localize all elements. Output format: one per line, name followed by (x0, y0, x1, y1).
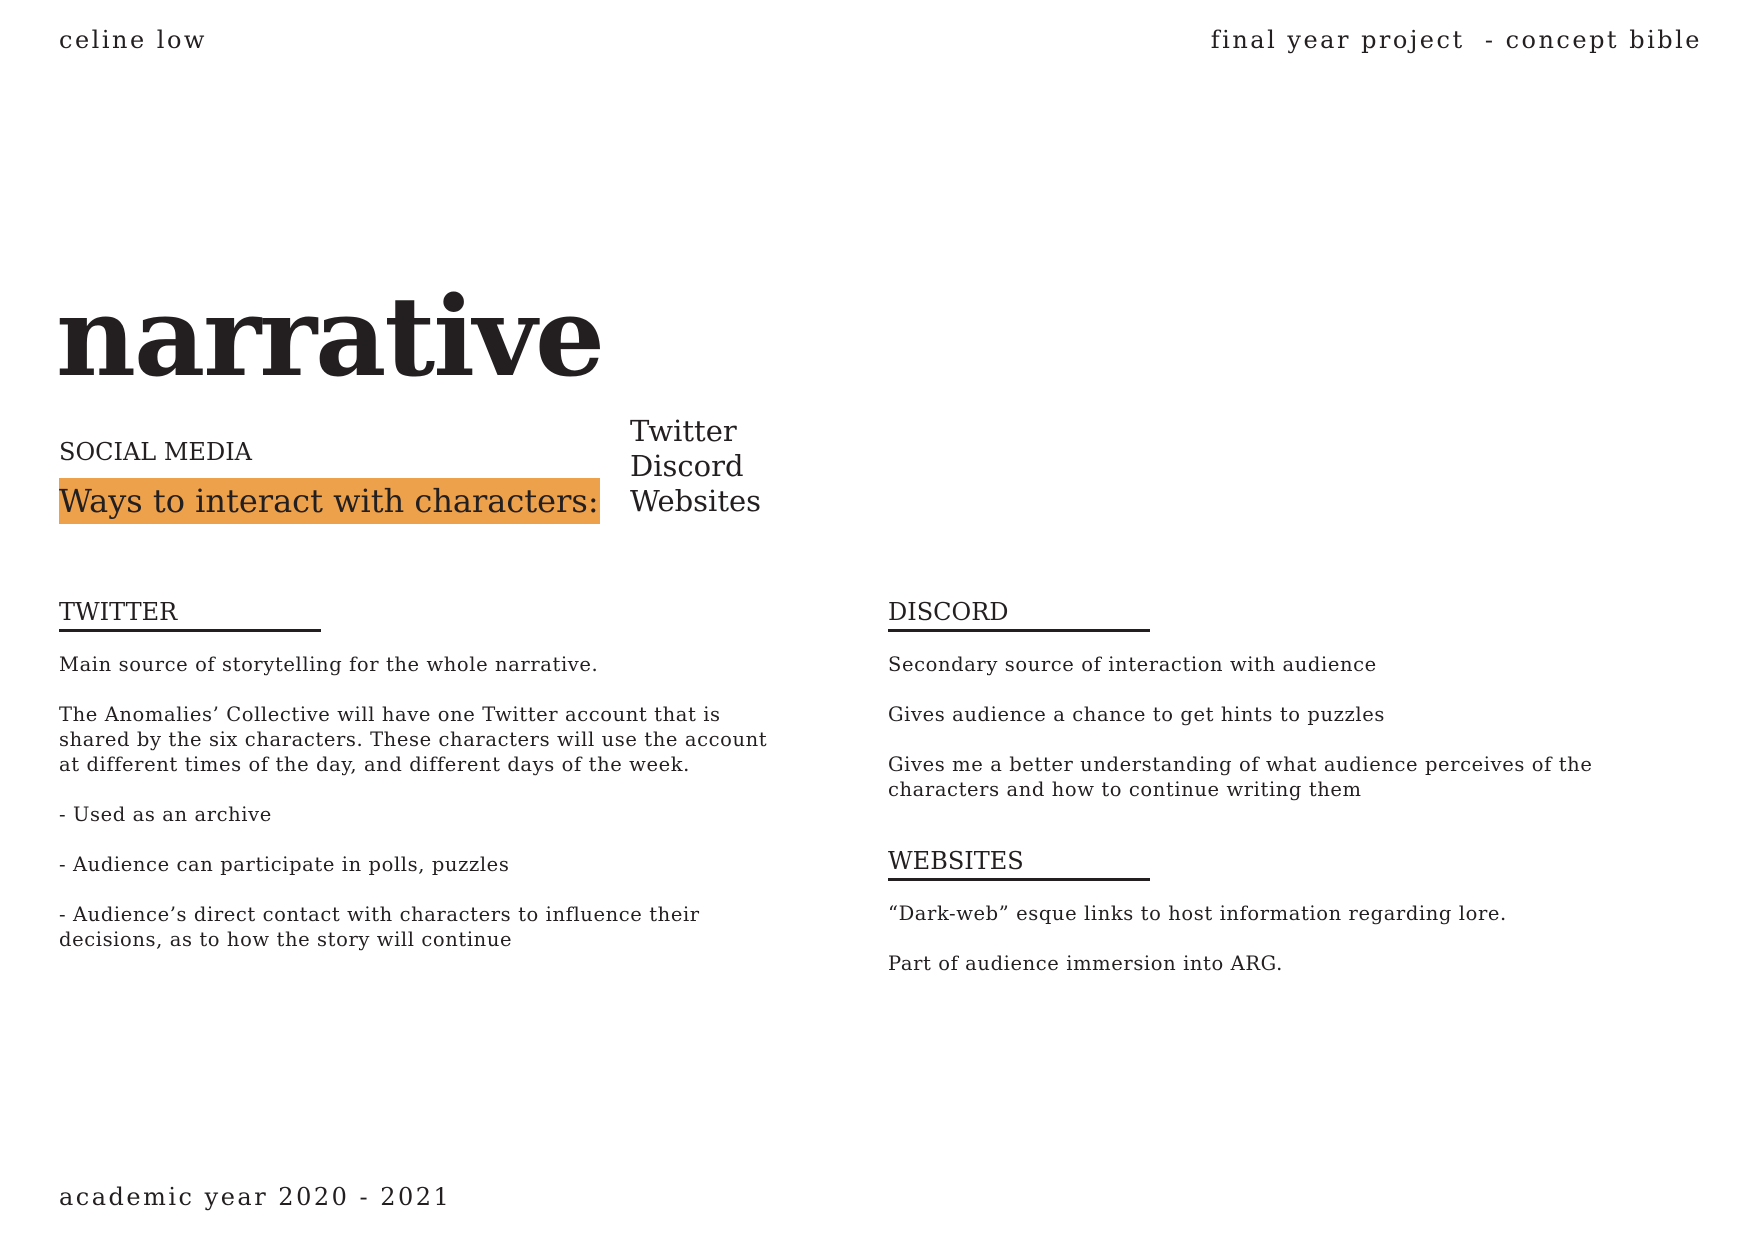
discord-underline (888, 629, 1150, 632)
channel-item-discord: Discord (630, 449, 744, 483)
discord-paragraph: Secondary source of interaction with audience (888, 653, 1377, 676)
section-label: SOCIAL MEDIA (59, 438, 253, 466)
channel-item-websites: Websites (630, 484, 762, 518)
channel-list (630, 414, 761, 519)
twitter-paragraph: - Used as an archive (59, 803, 272, 826)
discord-paragraph: Gives me a better understanding of what audience perceives of the characters and how to continue writing them (888, 753, 1593, 801)
page-title: narrative (56, 272, 603, 401)
author-name: celine low (59, 26, 207, 54)
project-title: final year project - concept bible (1210, 26, 1702, 54)
websites-paragraph: Part of audience immersion into ARG. (888, 952, 1283, 975)
discord-heading: DISCORD (888, 598, 1009, 626)
twitter-paragraph: The Anomalies’ Collective will have one Twitter account that is shared by the six characters. These characters will use the account at different times of the day, and different days of the week. (59, 703, 768, 776)
highlight-text: Ways to interact with characters: (59, 482, 599, 520)
twitter-underline (59, 629, 321, 632)
websites-underline (888, 878, 1150, 881)
twitter-paragraph: Main source of storytelling for the whole narrative. (59, 653, 599, 676)
channel-item-twitter: Twitter (630, 414, 737, 448)
academic-year-footer: academic year 2020 - 2021 (59, 1183, 452, 1211)
twitter-paragraph: - Audience’s direct contact with characters to influence their decisions, as to how the story will continue (59, 903, 700, 951)
websites-paragraph: “Dark-web” esque links to host information regarding lore. (888, 902, 1507, 925)
discord-paragraph: Gives audience a chance to get hints to puzzles (888, 703, 1385, 726)
twitter-paragraph: - Audience can participate in polls, puzzles (59, 853, 510, 876)
twitter-heading: TWITTER (59, 598, 178, 626)
websites-heading: WEBSITES (888, 847, 1024, 875)
